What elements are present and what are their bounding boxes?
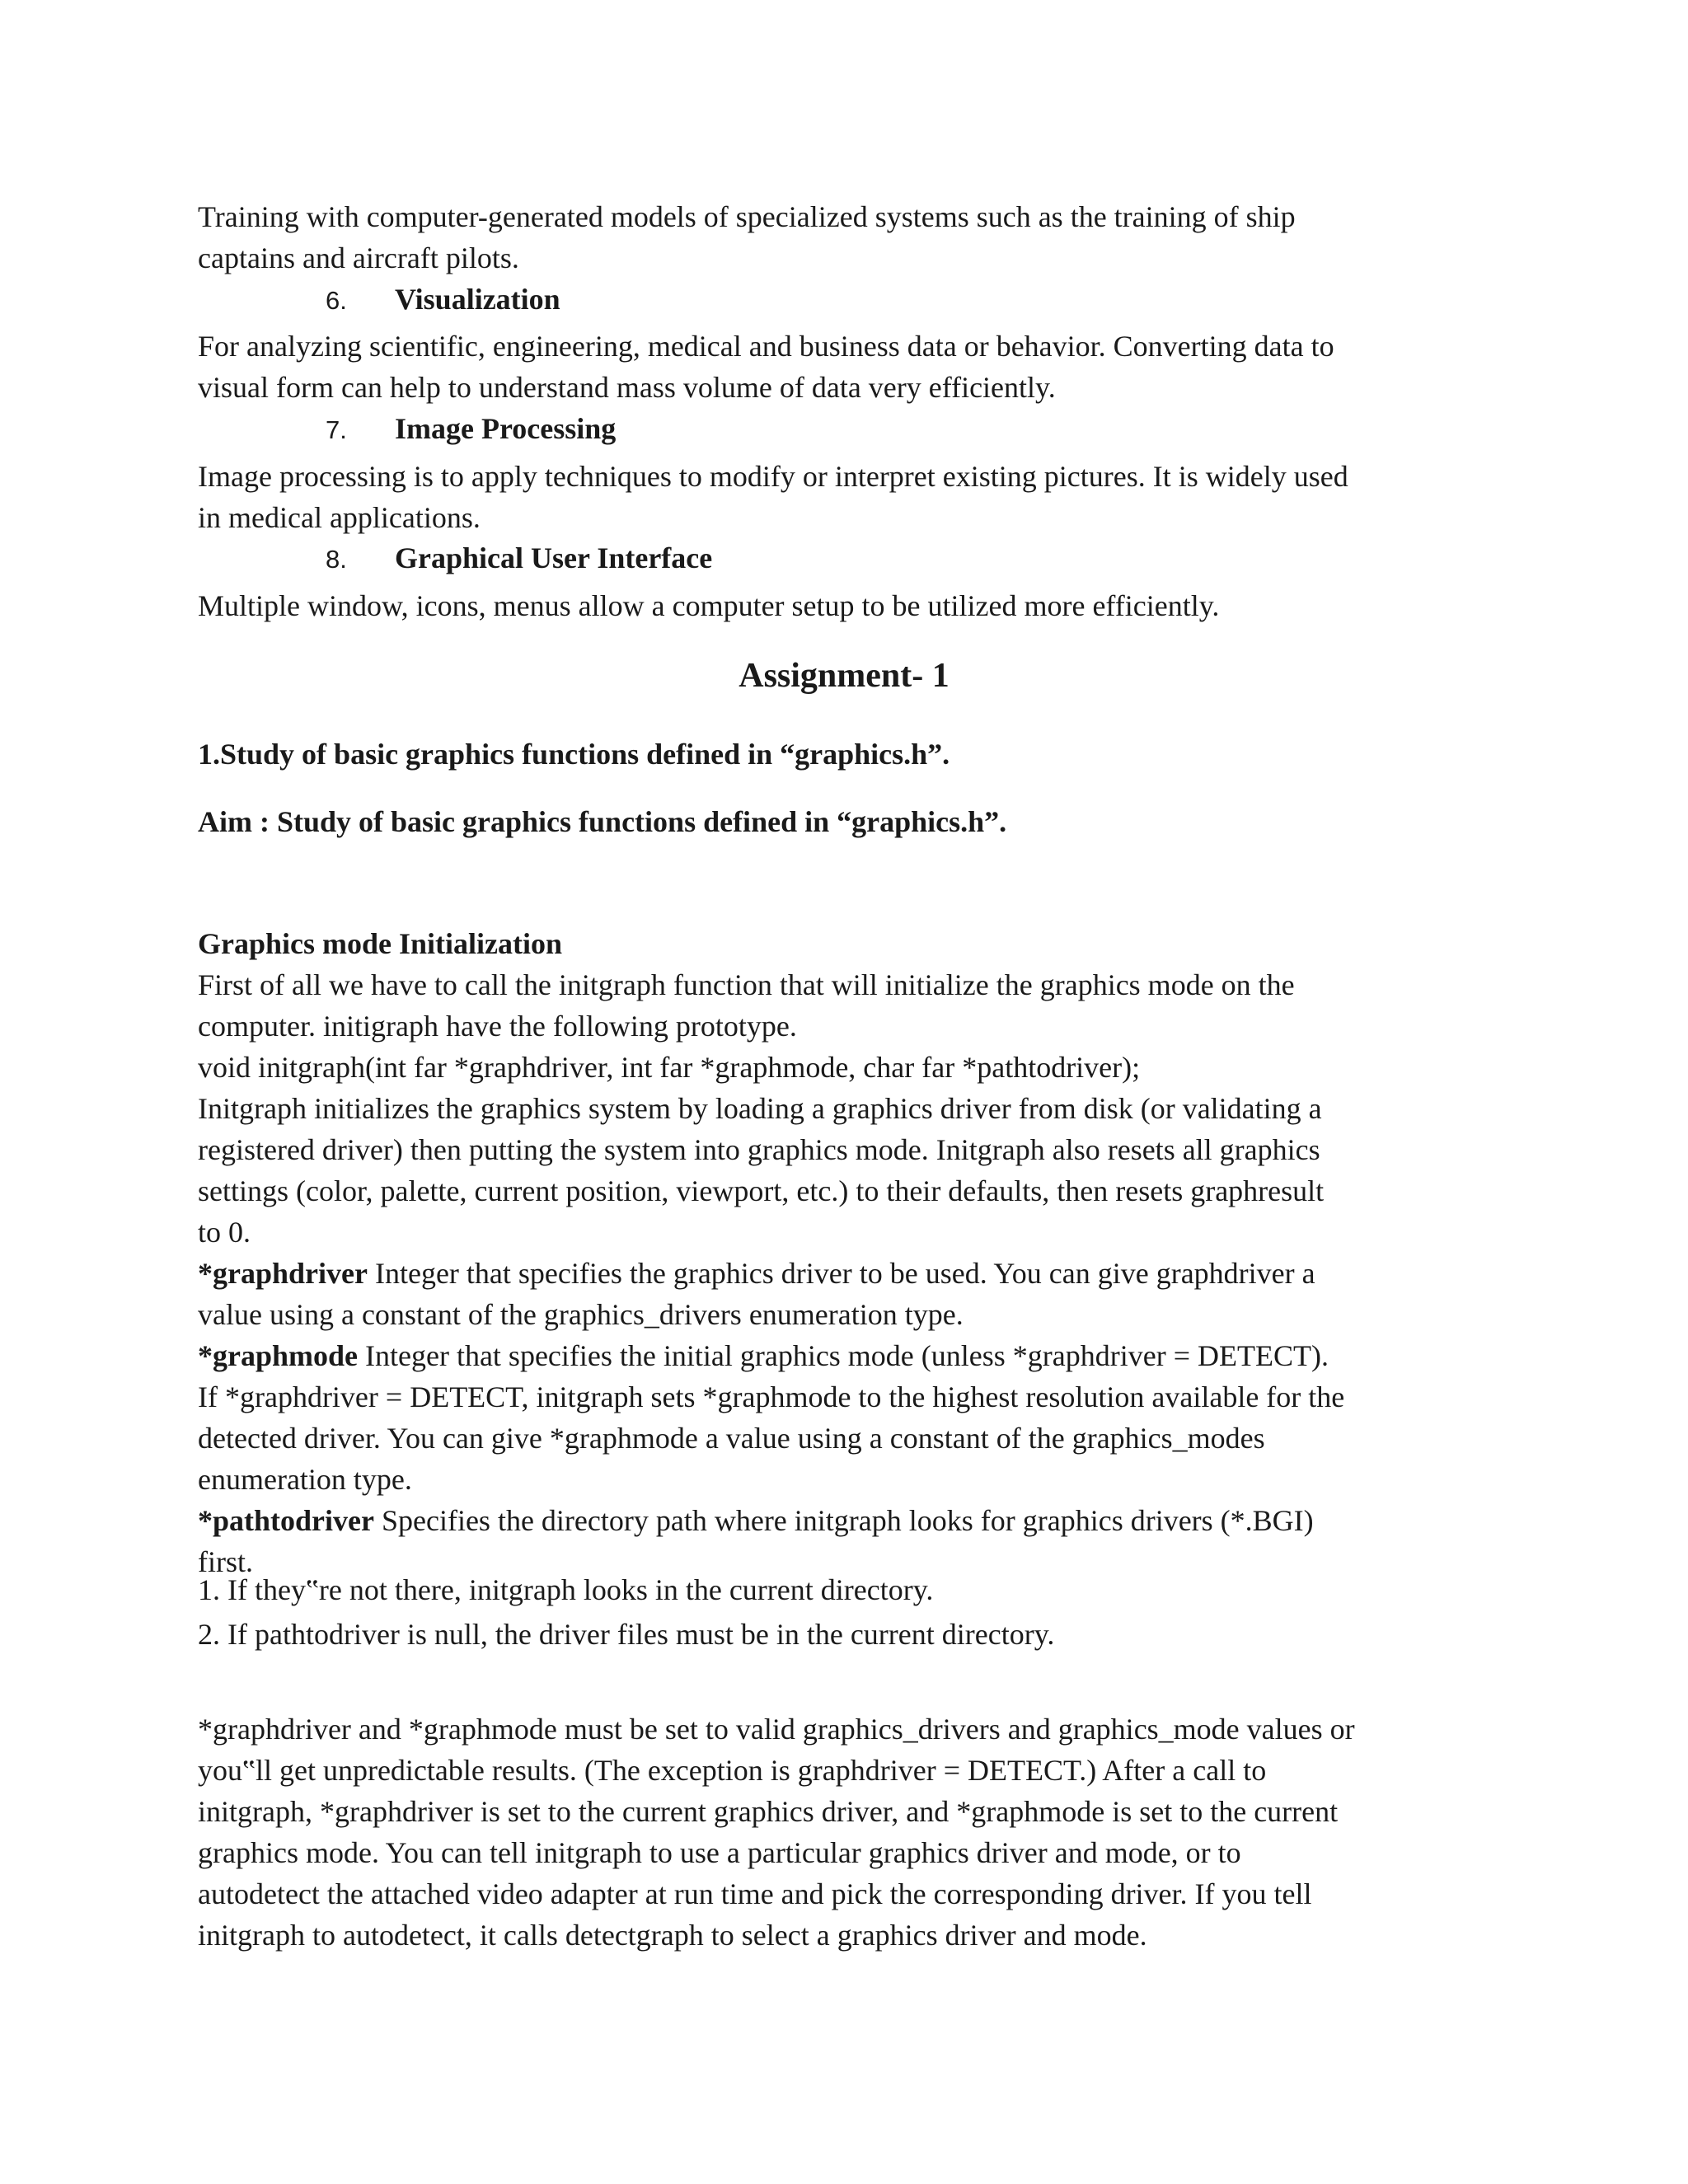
section-title: Visualization: [395, 283, 560, 316]
text-line: to 0.: [198, 1216, 251, 1249]
assignment-aim: Aim : Study of basic graphics functions defined in “graphics.h”.: [198, 805, 1007, 838]
text-line: void initgraph(int far *graphdriver, int far *graphmode, char far *pathtodriver);: [198, 1051, 1141, 1084]
assignment-question: 1.Study of basic graphics functions defined in “graphics.h”.: [198, 738, 950, 771]
text-line: you‟ll get unpredictable results. (The exception is graphdriver = DETECT.) After a call to: [198, 1754, 1267, 1787]
init-heading: Graphics mode Initialization: [198, 927, 563, 960]
list-item: 1. If they‟re not there, initgraph looks in the current directory.: [198, 1573, 934, 1606]
text-line: detected driver. You can give *graphmode a value using a constant of the graphics_modes: [198, 1422, 1265, 1455]
section-heading-image-processing: [326, 408, 616, 451]
param-pathtodriver: [198, 1500, 1484, 1541]
image-processing-paragraph: [198, 456, 1484, 538]
init-paragraph: [198, 964, 1484, 1582]
text-line: value using a constant of the graphics_drivers enumeration type.: [198, 1298, 964, 1331]
visualization-paragraph: [198, 326, 1484, 408]
section-heading-gui: [326, 537, 712, 580]
section-heading-visualization: [326, 279, 560, 321]
text-line: If *graphdriver = DETECT, initgraph sets *graphmode to the highest resolution available for the: [198, 1380, 1345, 1413]
section-number: 8.: [326, 545, 347, 574]
list-item: 2. If pathtodriver is null, the driver files must be in the current directory.: [198, 1618, 1055, 1651]
text-line: enumeration type.: [198, 1463, 412, 1496]
section-title: Graphical User Interface: [395, 541, 713, 574]
text-line: first.: [198, 1545, 253, 1578]
text-line: captains and aircraft pilots.: [198, 241, 519, 274]
section-number: 7.: [326, 415, 347, 444]
text-line: For analyzing scientific, engineering, medical and business data or behavior. Converting data to: [198, 330, 1334, 363]
intro-paragraph: [198, 196, 1484, 279]
text-line: registered driver) then putting the system into graphics mode. Initgraph also resets all graphics: [198, 1133, 1320, 1166]
param-name: *graphmode: [198, 1339, 359, 1372]
param-name: *graphdriver: [198, 1257, 368, 1290]
text-line: Image processing is to apply techniques to modify or interpret existing pictures. It is widely used: [198, 460, 1348, 493]
text-line: autodetect the attached video adapter at run time and pick the corresponding driver. If you tell: [198, 1877, 1312, 1910]
text-line: computer. initigraph have the following prototype.: [198, 1010, 797, 1043]
closing-paragraph: [198, 1708, 1484, 1956]
text-line: Initgraph initializes the graphics system by loading a graphics driver from disk (or validating a: [198, 1092, 1322, 1125]
param-desc: Specifies the directory path where initgraph looks for graphics drivers (*.BGI): [373, 1504, 1314, 1537]
param-desc: Integer that specifies the graphics driver to be used. You can give graphdriver a: [367, 1257, 1315, 1290]
text-line: initgraph, *graphdriver is set to the current graphics driver, and *graphmode is set to the current: [198, 1795, 1339, 1828]
text-line: visual form can help to understand mass volume of data very efficiently.: [198, 371, 1056, 404]
assignment-title: Assignment- 1: [738, 657, 950, 695]
param-name: *pathtodriver: [198, 1504, 374, 1537]
param-desc: Integer that specifies the initial graphics mode (unless *graphdriver = DETECT).: [358, 1339, 1329, 1372]
text-line: settings (color, palette, current position, viewport, etc.) to their defaults, then resets graphresult: [198, 1174, 1325, 1207]
text-line: graphics mode. You can tell initgraph to use a particular graphics driver and mode, or to: [198, 1836, 1241, 1869]
param-graphmode: [198, 1335, 1484, 1376]
text-line: in medical applications.: [198, 501, 481, 534]
section-number: 6.: [326, 286, 347, 315]
driver-search-list: [198, 1568, 1484, 1657]
param-graphdriver: [198, 1253, 1484, 1294]
text-line: initgraph to autodetect, it calls detectgraph to select a graphics driver and mode.: [198, 1919, 1147, 1952]
text-line: Multiple window, icons, menus allow a computer setup to be utilized more efficiently.: [198, 589, 1220, 622]
text-line: *graphdriver and *graphmode must be set to valid graphics_drivers and graphics_mode values or: [198, 1713, 1355, 1746]
text-line: First of all we have to call the initgraph function that will initialize the graphics mode on the: [198, 968, 1295, 1001]
gui-paragraph: [198, 585, 1484, 626]
text-line: Training with computer-generated models of specialized systems such as the training of ship: [198, 200, 1296, 233]
section-title: Image Processing: [395, 412, 617, 445]
